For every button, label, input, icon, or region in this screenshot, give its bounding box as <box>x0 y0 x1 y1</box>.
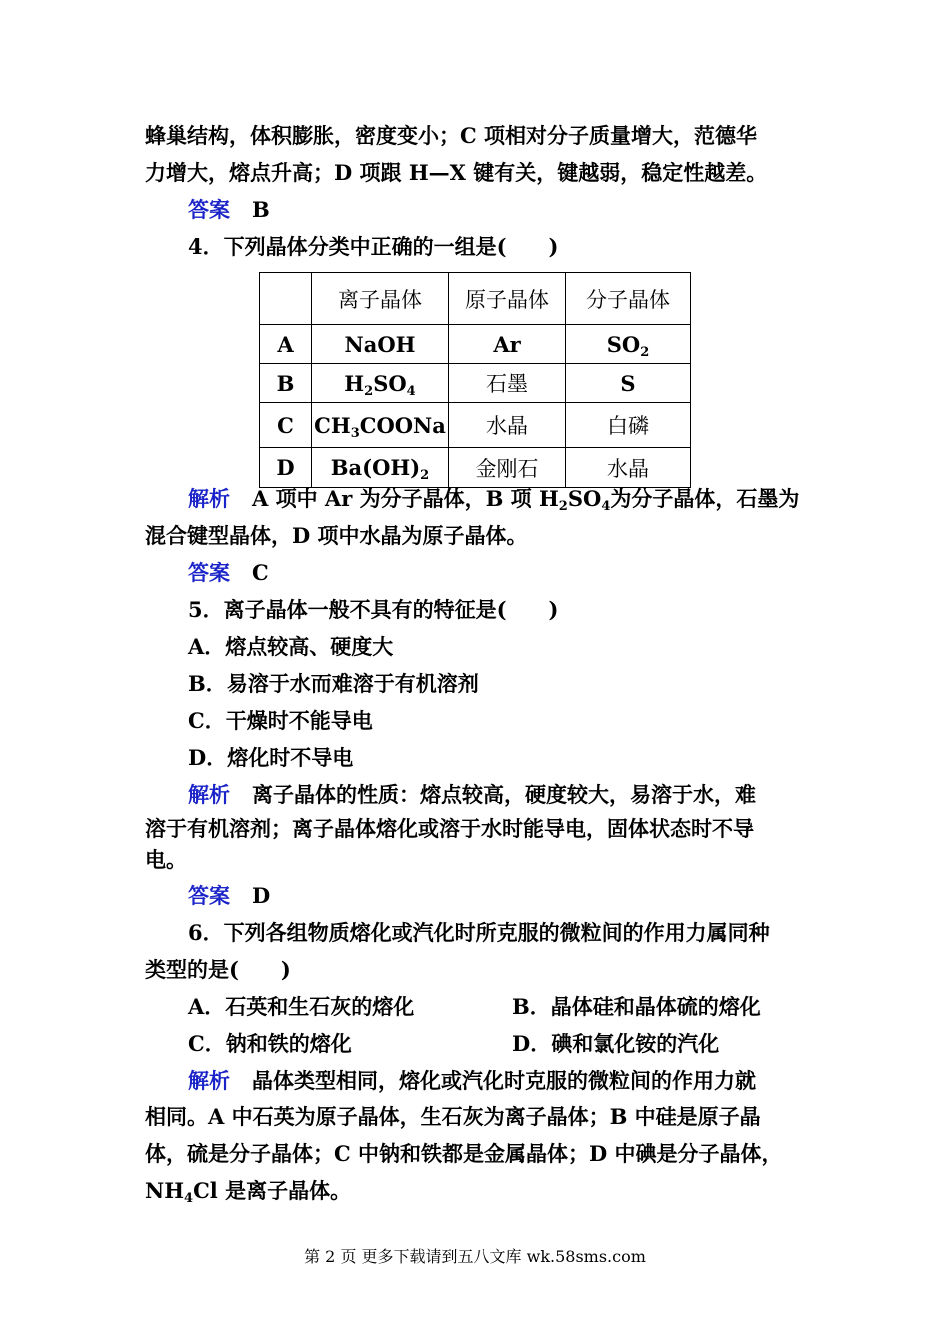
q6-option-c: C．钠和铁的熔化 <box>188 1031 352 1056</box>
q6-stem-line-1: 6．下列各组物质熔化或汽化时所克服的微粒间的作用力属同种 <box>188 920 770 945</box>
q5-explanation-line-1: 解析 离子晶体的性质：熔点较高，硬度较大，易溶于水，难 <box>188 782 756 807</box>
answer-label: 答案 <box>188 560 230 585</box>
q5-explanation-line-3: 电。 <box>145 847 187 872</box>
analysis-label: 解析 <box>188 1068 230 1093</box>
page-footer: 第 2 页 更多下载请到五八文库 wk.58sms.com <box>304 1247 646 1266</box>
q5-answer-line <box>188 881 270 911</box>
q3-answer: B <box>252 197 270 222</box>
q6-option-a: A．石英和生石灰的熔化 <box>188 994 415 1019</box>
crystal-table <box>259 272 691 488</box>
analysis-label: 解析 <box>188 782 230 807</box>
cell-atomic: 金刚石 <box>449 448 566 488</box>
cell-atomic: 石墨 <box>449 364 566 403</box>
q4-explanation-line-1: 解析 A 项中 Ar 为分子晶体，B 项 $H_2SO_4$为分子晶体，石墨为 <box>188 486 800 514</box>
cell-molecular: S <box>566 364 691 403</box>
continuation-line-1: 蜂巢结构，体积膨胀，密度变小；C 项相对分子质量增大，范德华 <box>145 123 758 148</box>
q5-explanation-line-2: 溶于有机溶剂；离子晶体熔化或溶于水时能导电，固体状态时不导 <box>145 816 754 841</box>
q5-option-b: B．易溶于水而难溶于有机溶剂 <box>188 671 479 696</box>
row-option: B <box>260 364 312 403</box>
q6-stem-line-2: 类型的是( ) <box>145 957 291 982</box>
q4-explanation-line-2: 混合键型晶体，D 项中水晶为原子晶体。 <box>145 523 528 548</box>
answer-label: 答案 <box>188 883 230 908</box>
row-option: C <box>260 403 312 448</box>
q6-explanation-line-2: 相同。A 中石英为原子晶体，生石灰为离子晶体；B 中硅是原子晶 <box>145 1104 761 1129</box>
q6-explanation-line-4: $NH_4Cl$ 是离子晶体。 <box>145 1178 352 1206</box>
q5-option-a: A．熔点较高、硬度大 <box>188 634 394 659</box>
q4-answer-line <box>188 558 269 588</box>
cell-ionic: $H_2SO_4$ <box>312 364 449 403</box>
table-row <box>260 325 691 364</box>
cell-ionic: NaOH <box>312 325 449 364</box>
table-row <box>260 364 691 403</box>
cell-ionic: $CH_3COONa$ <box>312 403 449 448</box>
cell-molecular: 水晶 <box>566 448 691 488</box>
q5-answer: D <box>252 883 271 908</box>
header-atomic: 原子晶体 <box>449 273 566 325</box>
q4-stem: 4．下列晶体分类中正确的一组是( ) <box>188 234 559 259</box>
row-option: D <box>260 448 312 488</box>
q4-answer: C <box>252 560 269 585</box>
cell-atomic: 水晶 <box>449 403 566 448</box>
q6-option-d: D．碘和氯化铵的汽化 <box>512 1031 720 1056</box>
table-header-row <box>260 273 691 325</box>
q5-stem: 5．离子晶体一般不具有的特征是( ) <box>188 597 559 622</box>
q6-option-b: B．晶体硅和晶体硫的熔化 <box>512 994 761 1019</box>
q5-option-d: D．熔化时不导电 <box>188 745 354 770</box>
header-ionic: 离子晶体 <box>312 273 449 325</box>
continuation-line-2: 力增大，熔点升高；D 项跟 H—X 键有关，键越弱，稳定性越差。 <box>145 160 768 185</box>
analysis-label: 解析 <box>188 486 230 511</box>
table-row <box>260 448 691 488</box>
answer-label: 答案 <box>188 197 230 222</box>
q6-explanation-line-3: 体，硫是分子晶体；C 中钠和铁都是金属晶体；D 中碘是分子晶体， <box>145 1141 783 1166</box>
cell-atomic: Ar <box>449 325 566 364</box>
cell-ionic: $Ba(OH)_2$ <box>312 448 449 488</box>
table-row <box>260 403 691 448</box>
cell-molecular: 白磷 <box>566 403 691 448</box>
q6-explanation-line-1: 解析 晶体类型相同，熔化或汽化时克服的微粒间的作用力就 <box>188 1068 756 1093</box>
q5-option-c: C．干燥时不能导电 <box>188 708 373 733</box>
row-option: A <box>260 325 312 364</box>
cell-molecular: $SO_2$ <box>566 325 691 364</box>
header-cell-empty <box>260 273 312 325</box>
header-molecular: 分子晶体 <box>566 273 691 325</box>
q3-answer-line <box>188 195 270 225</box>
